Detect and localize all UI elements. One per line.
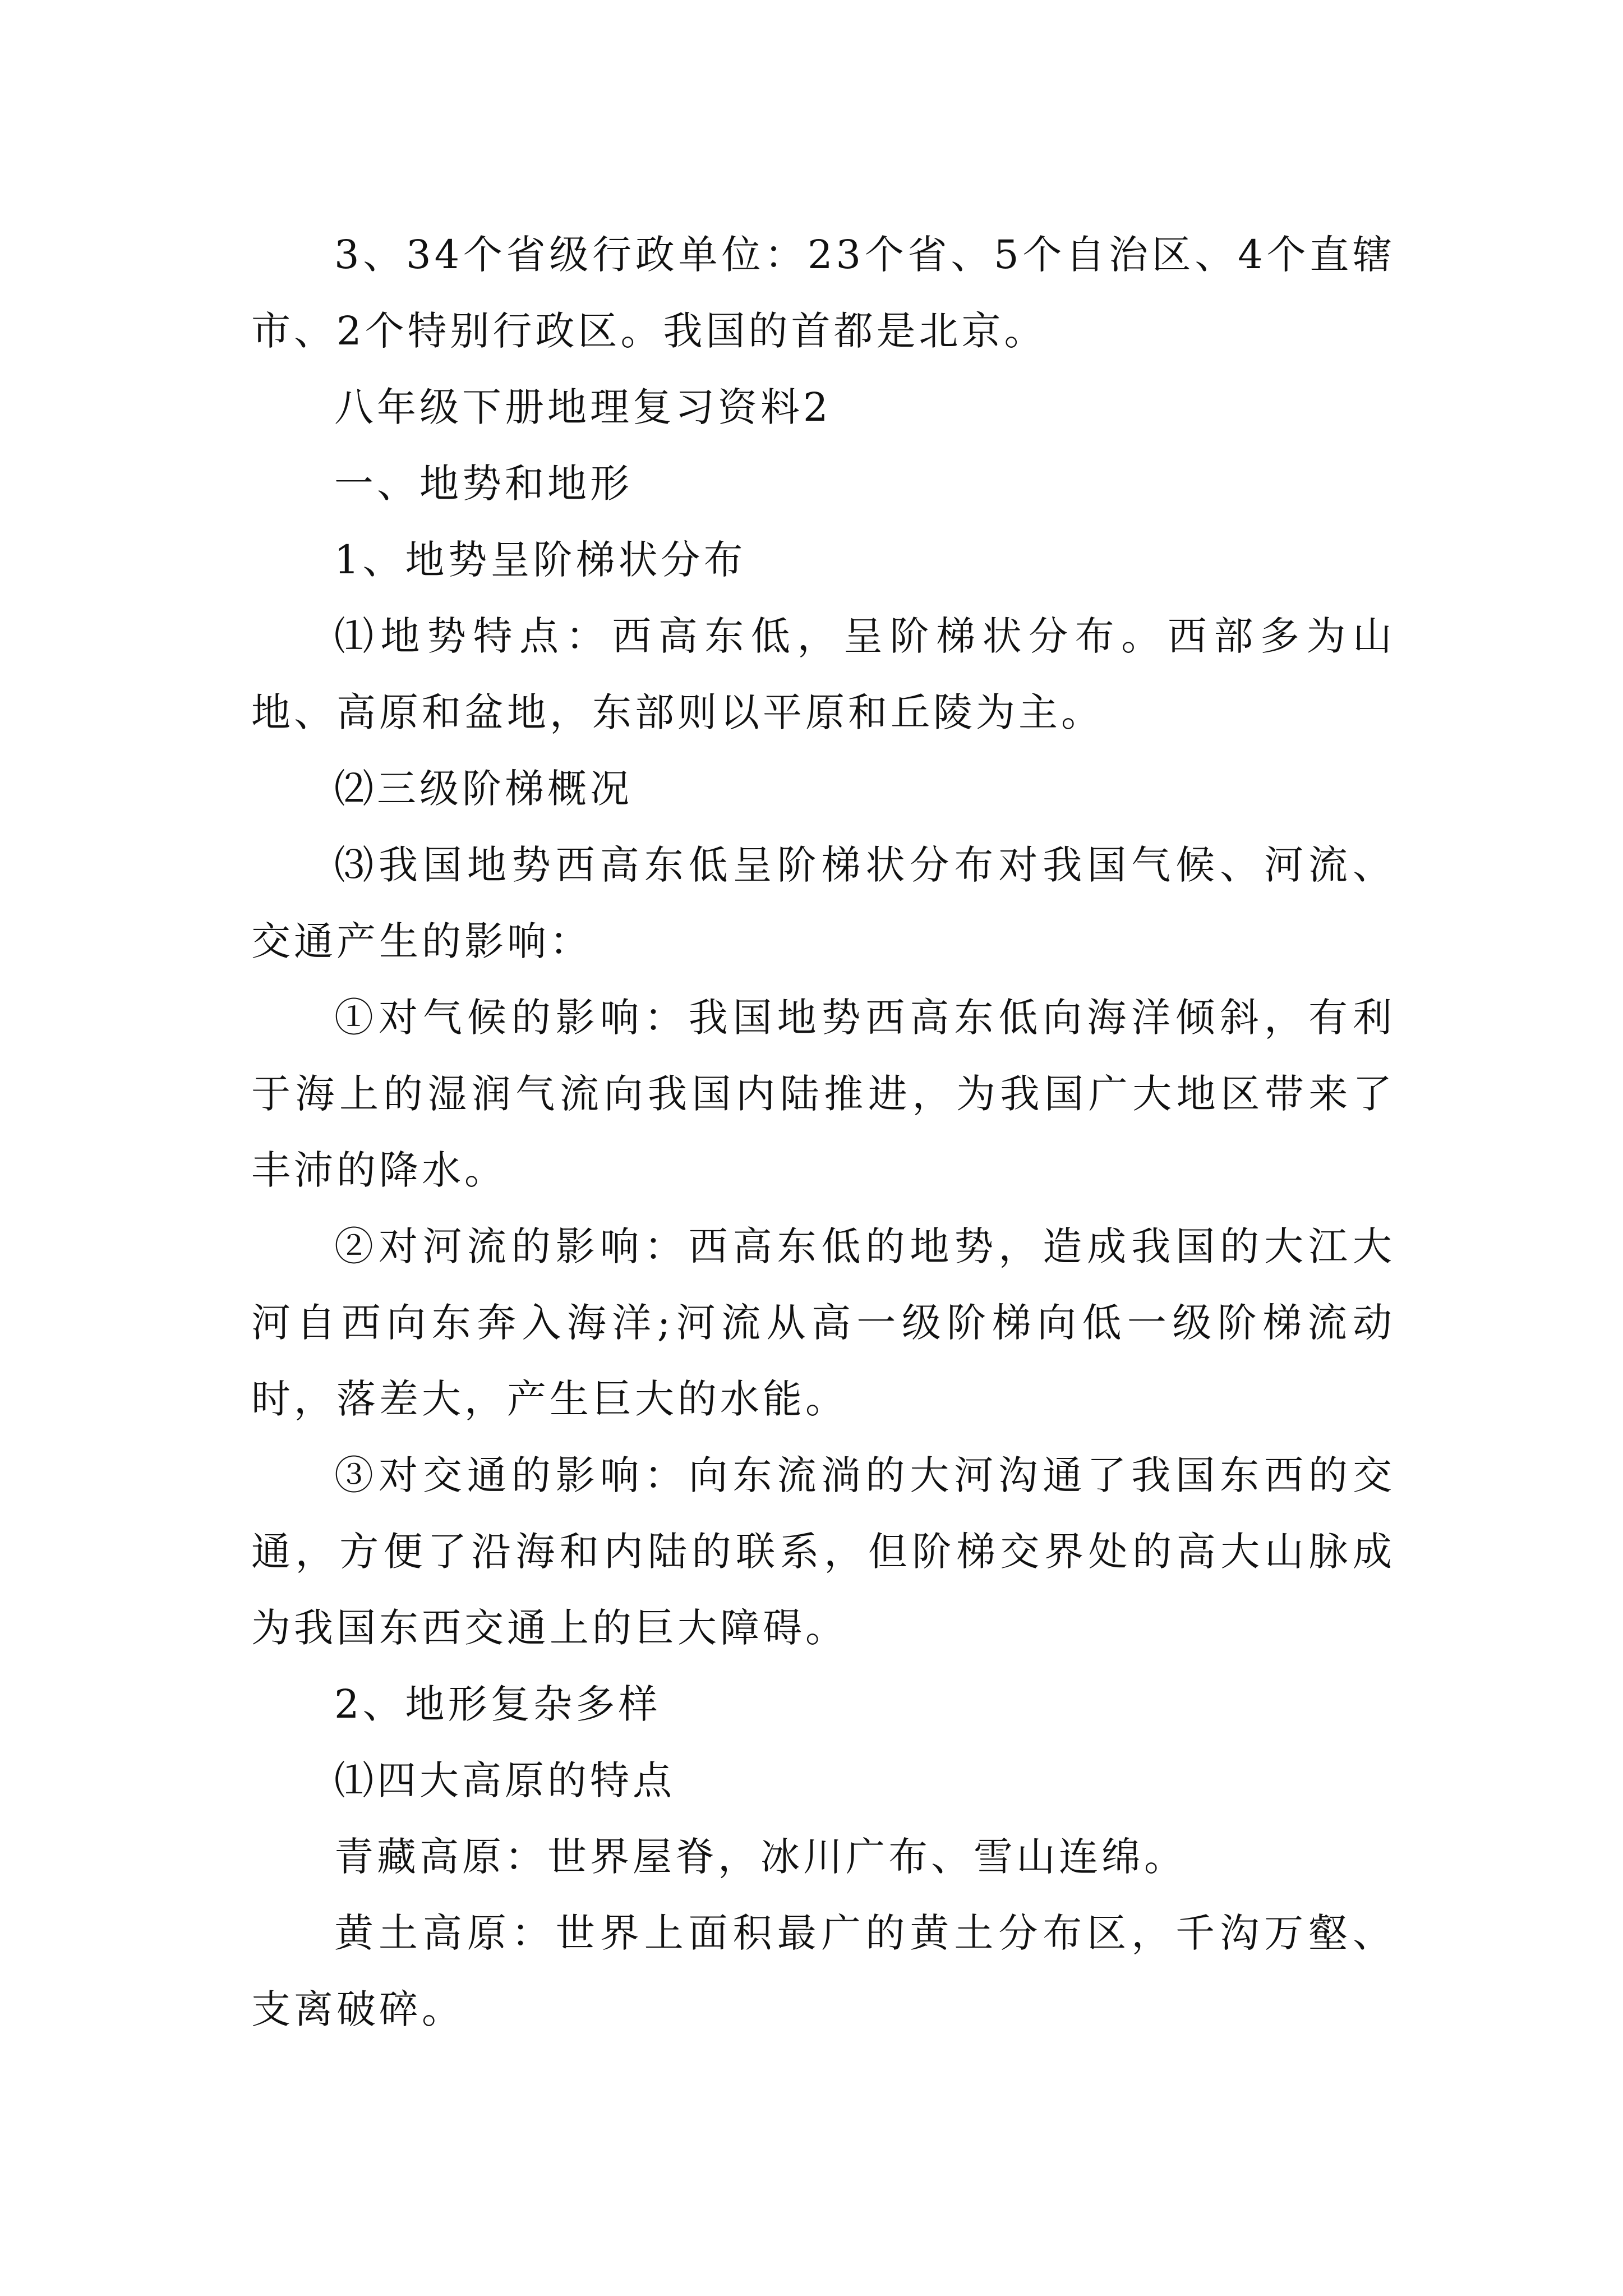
paragraph-three-steps: ⑵三级阶梯概况 [334, 766, 633, 812]
paragraph-transport-impact: ③对交通的影响：向东流淌的大河沟通了我国东西的交通，方便了沿海和内陆的联系，但阶梯交界处的高大山脉成为我国东西交通上的巨大障碍。 [251, 1452, 1395, 1651]
paragraph-terrain-features: ⑴地势特点：西高东低，呈阶梯状分布。西部多为山地、高原和盆地，东部则以平原和丘陵为主。 [251, 613, 1395, 735]
subheading-terrain-distribution: 1、地势呈阶梯状分布 [334, 537, 746, 583]
subheading-landform-diversity: 2、地形复杂多样 [334, 1681, 661, 1727]
paragraph-river-impact: ②对河流的影响：西高东低的地势，造成我国的大江大河自西向东奔入海洋;河流从高一级阶梯向低一级阶梯流动时，落差大，产生巨大的水能。 [251, 1223, 1395, 1422]
document-body [251, 217, 1395, 2047]
heading-terrain: 一、地势和地形 [334, 461, 633, 507]
paragraph-climate-impact: ①对气候的影响：我国地势西高东低向海洋倾斜，有利于海上的湿润气流向我国内陆推进，为我国广大地区带来了丰沛的降水。 [251, 995, 1395, 1193]
section-title: 八年级下册地理复习资料2 [334, 384, 832, 430]
paragraph-qinghai-tibet: 青藏高原：世界屋脊，冰川广布、雪山连绵。 [334, 1834, 1187, 1880]
paragraph-provinces: 3、34个省级行政单位：23个省、5个自治区、4个直辖市、2个特别行政区。我国的首都是北京。 [251, 232, 1395, 354]
paragraph-loess-plateau: 黄土高原：世界上面积最广的黄土分布区，千沟万壑、支离破碎。 [251, 1910, 1395, 2032]
paragraph-four-plateaus: ⑴四大高原的特点 [334, 1757, 675, 1803]
paragraph-terrain-impact: ⑶我国地势西高东低呈阶梯状分布对我国气候、河流、交通产生的影响： [251, 842, 1395, 964]
